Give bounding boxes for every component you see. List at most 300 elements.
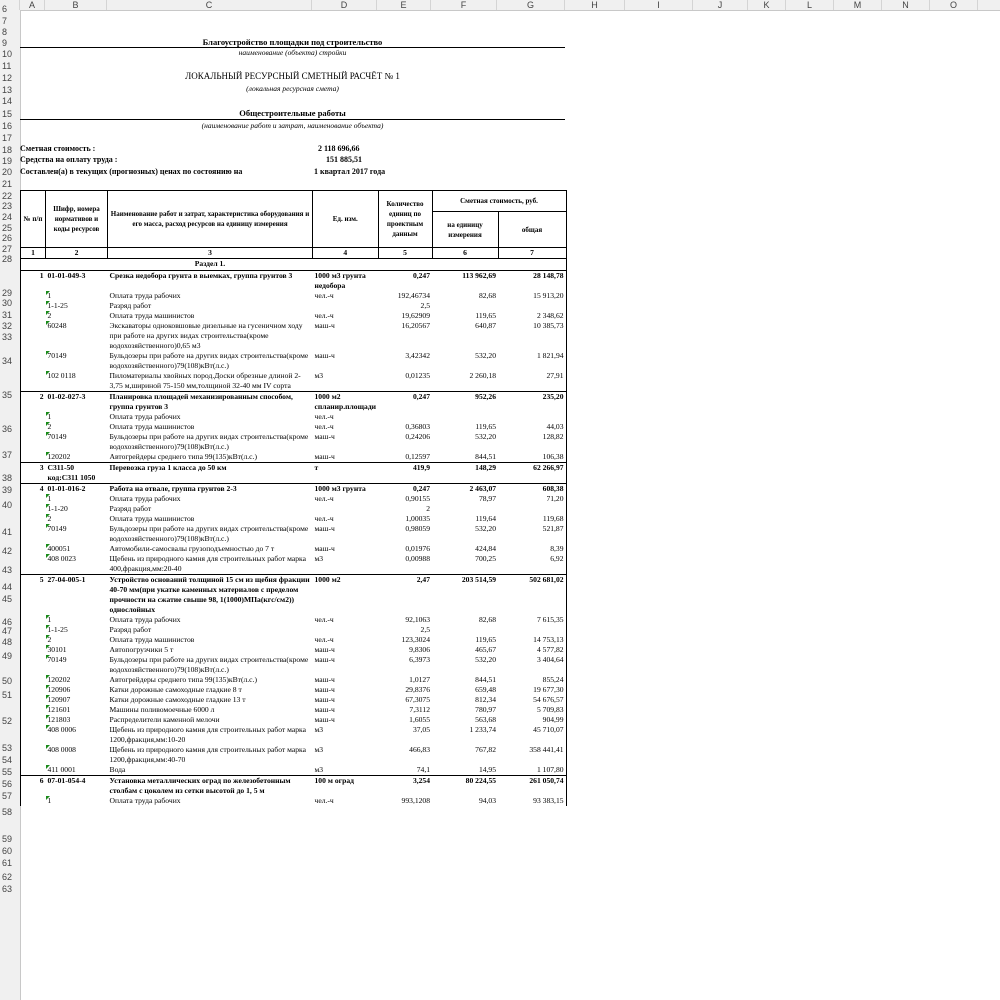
item-code[interactable]: 408 0006	[46, 725, 108, 745]
item-number[interactable]	[21, 544, 46, 554]
item-unit-price[interactable]	[432, 301, 498, 311]
item-name[interactable]: Катки дорожные самоходные гладкие 8 т	[109, 685, 242, 694]
item-unit-price[interactable]: 424,84	[475, 544, 497, 553]
item-name[interactable]: Работа на отвале, группа грунтов 2-3	[108, 484, 313, 495]
item-code[interactable]: 102 0118	[46, 371, 108, 392]
column-header-i[interactable]: I	[625, 0, 693, 10]
item-number[interactable]	[21, 725, 46, 745]
item-name[interactable]: Пиломатериалы хвойных пород.Доски обрезные длиной 2-3,75 м,шириной 75-150 мм,толщиной 32-40 мм IV сорта	[109, 371, 301, 390]
item-total[interactable]: 45 710,07	[498, 725, 566, 745]
row-header[interactable]: 6	[2, 4, 8, 14]
row-header[interactable]: 45	[2, 594, 13, 604]
item-qty[interactable]: 192,46734	[397, 291, 431, 300]
item-name[interactable]: Вода	[109, 765, 126, 774]
item-code[interactable]: 120202	[46, 675, 108, 685]
item-total[interactable]: 62 266,97	[498, 463, 566, 484]
item-code[interactable]: 1-1-25	[46, 301, 108, 311]
item-unit-price[interactable]: 82,68	[478, 291, 497, 300]
item-unit[interactable]: маш-ч	[314, 544, 335, 553]
item-name[interactable]: Оплата труда машинистов	[109, 422, 195, 431]
item-unit[interactable]: 1000 м2 спланир.площади	[314, 392, 377, 411]
item-number[interactable]	[21, 494, 46, 504]
col-number[interactable]: 5	[378, 248, 432, 259]
item-number[interactable]	[21, 504, 46, 514]
item-name[interactable]: Разряд работ	[109, 301, 152, 310]
item-qty[interactable]: 993,1208	[401, 796, 431, 805]
item-unit-price[interactable]: 952,26	[432, 392, 498, 413]
item-name[interactable]: Экскаваторы одноковшовые дизельные на гусеничном ходу при работе на других видах строительства(кроме водохозяйственного)0,65 м3	[109, 321, 303, 350]
item-total[interactable]: 71,20	[498, 494, 566, 504]
column-header-g[interactable]: G	[497, 0, 565, 10]
column-header-h[interactable]: H	[565, 0, 625, 10]
item-total[interactable]: 1 821,94	[498, 351, 566, 371]
item-name[interactable]: Планировка площадей механизированным способом, группа грунтов 3	[108, 392, 313, 413]
item-unit[interactable]: чел.-ч	[314, 615, 334, 624]
item-code[interactable]: 01-01-049-3	[46, 271, 108, 292]
column-header-o[interactable]: O	[930, 0, 978, 10]
cost-value[interactable]: 2 118 696,66	[318, 144, 360, 153]
row-header[interactable]: 41	[2, 527, 13, 537]
row-header[interactable]: 44	[2, 582, 13, 592]
item-name[interactable]: Щебень из природного камня для строительных работ марка 400,фракция,мм:20-40	[109, 554, 306, 573]
item-code[interactable]: 1	[46, 494, 108, 504]
item-name[interactable]: Оплата труда рабочих	[109, 494, 181, 503]
header-unit[interactable]: Ед. изм.	[313, 191, 379, 248]
row-header[interactable]: 57	[2, 791, 13, 801]
item-code[interactable]: 120202	[46, 452, 108, 463]
item-number[interactable]	[21, 301, 46, 311]
item-number[interactable]: 3	[21, 463, 46, 484]
item-qty[interactable]: 29,8376	[405, 685, 431, 694]
item-total[interactable]: 6,92	[498, 554, 566, 575]
row-header[interactable]: 23	[2, 201, 13, 211]
item-name[interactable]: Автомобили-самосвалы грузоподъемностью до 7 т	[109, 544, 275, 553]
item-total[interactable]	[498, 504, 566, 514]
item-unit[interactable]: маш-ч	[314, 675, 335, 684]
item-total[interactable]: 15 913,20	[498, 291, 566, 301]
item-unit-price[interactable]: 119,64	[475, 514, 497, 523]
col-number[interactable]: 6	[432, 248, 498, 259]
row-header[interactable]: 21	[2, 179, 13, 189]
item-name[interactable]: Бульдозеры при работе на других видах строительства(кроме водохозяйственного)79(108)кВт(л.с.)	[109, 524, 309, 543]
item-code[interactable]: 30101	[46, 645, 108, 655]
row-header[interactable]: 15	[2, 109, 13, 119]
item-unit[interactable]: чел.-ч	[314, 635, 334, 644]
item-total[interactable]: 28 148,78	[498, 271, 566, 292]
item-code[interactable]: 411 0001	[46, 765, 108, 776]
item-qty[interactable]: 16,20567	[401, 321, 431, 330]
row-header[interactable]: 59	[2, 834, 13, 844]
item-unit-price[interactable]: 119,65	[475, 422, 497, 431]
row-header[interactable]: 60	[2, 846, 13, 856]
item-name[interactable]: Оплата труда рабочих	[109, 796, 181, 805]
item-qty[interactable]: 2,5	[420, 625, 431, 634]
row-header[interactable]: 11	[2, 61, 12, 71]
estimate-caption[interactable]: (локальная ресурсная смета)	[246, 84, 339, 93]
item-unit[interactable]: чел.-ч	[314, 412, 334, 421]
item-unit-price[interactable]: 82,68	[478, 615, 497, 624]
item-code[interactable]: 70149	[46, 524, 108, 544]
item-unit[interactable]: маш-ч	[314, 685, 335, 694]
cost-label[interactable]: Сметная стоимость :	[20, 144, 96, 153]
item-total[interactable]: 358 441,41	[498, 745, 566, 765]
item-qty[interactable]: 7,3112	[409, 705, 431, 714]
item-unit-price[interactable]: 2 260,18	[469, 371, 497, 380]
row-header[interactable]: 7	[2, 16, 8, 26]
item-qty[interactable]: 1,0127	[409, 675, 431, 684]
row-header[interactable]: 13	[2, 85, 13, 95]
item-unit-price[interactable]: 14,95	[478, 765, 497, 774]
item-code[interactable]: 120906	[46, 685, 108, 695]
item-qty[interactable]: 0,247	[378, 484, 432, 495]
row-header[interactable]: 22	[2, 191, 13, 201]
item-number[interactable]	[21, 765, 46, 776]
row-header[interactable]: 52	[2, 716, 13, 726]
item-qty[interactable]: 0,36803	[405, 422, 431, 431]
row-header[interactable]: 55	[2, 767, 13, 777]
col-number[interactable]: 4	[313, 248, 379, 259]
row-header[interactable]: 51	[2, 690, 13, 700]
item-total[interactable]	[498, 412, 566, 422]
item-number[interactable]	[21, 554, 46, 575]
item-qty[interactable]: 0,98059	[405, 524, 431, 533]
row-header[interactable]: 14	[2, 96, 13, 106]
item-code[interactable]: 70149	[46, 655, 108, 675]
item-qty[interactable]: 0,12597	[405, 452, 431, 461]
item-number[interactable]	[21, 412, 46, 422]
item-unit-price[interactable]: 844,51	[475, 675, 497, 684]
item-qty[interactable]: 0,90155	[405, 494, 431, 503]
works-name[interactable]: Общестроительные работы	[239, 108, 346, 118]
section-title[interactable]: Раздел 1.	[194, 259, 226, 268]
spreadsheet-grid[interactable]	[20, 10, 1000, 1000]
row-header[interactable]: 50	[2, 676, 13, 686]
row-header[interactable]: 18	[2, 145, 13, 155]
item-number[interactable]	[21, 321, 46, 351]
item-qty[interactable]: 123,3024	[401, 635, 431, 644]
item-code[interactable]: С311-50 код:С311 1050	[46, 463, 108, 484]
labor-value[interactable]: 151 885,51	[326, 155, 362, 164]
header-qty[interactable]: Количество единиц по проектным данным	[378, 191, 432, 248]
item-number[interactable]	[21, 655, 46, 675]
item-name[interactable]: Оплата труда машинистов	[109, 514, 195, 523]
item-total[interactable]	[498, 301, 566, 311]
row-header[interactable]: 63	[2, 884, 13, 894]
col-number[interactable]: 3	[108, 248, 313, 259]
item-code[interactable]: 07-01-054-4	[46, 776, 108, 797]
item-unit-price[interactable]: 203 514,59	[432, 575, 498, 616]
column-header-k[interactable]: K	[748, 0, 786, 10]
item-total[interactable]: 2 348,62	[498, 311, 566, 321]
item-unit-price[interactable]	[432, 412, 498, 422]
item-qty[interactable]: 67,3075	[405, 695, 431, 704]
labor-label[interactable]: Средства на оплату труда :	[20, 155, 118, 164]
prices-label[interactable]: Составлен(а) в текущих (прогнозных) ценах по состоянию на	[20, 167, 243, 176]
item-qty[interactable]: 0,24206	[405, 432, 431, 441]
row-header[interactable]: 42	[2, 546, 13, 556]
item-unit[interactable]: чел.-ч	[314, 514, 334, 523]
item-code[interactable]: 2	[46, 635, 108, 645]
row-header[interactable]: 20	[2, 167, 13, 177]
item-unit[interactable]: маш-ч	[314, 452, 335, 461]
item-unit[interactable]	[313, 625, 379, 635]
item-total[interactable]: 27,91	[498, 371, 566, 392]
item-qty[interactable]: 419,9	[378, 463, 432, 484]
item-qty[interactable]: 2,47	[378, 575, 432, 616]
item-qty[interactable]: 2	[426, 504, 431, 513]
row-header[interactable]: 26	[2, 233, 13, 243]
item-unit[interactable]: чел.-ч	[314, 494, 334, 503]
item-name[interactable]: Автогрейдеры среднего типа 99(135)кВт(л.с.)	[109, 452, 257, 461]
item-unit-price[interactable]: 780,97	[475, 705, 497, 714]
item-qty[interactable]: 3,254	[378, 776, 432, 797]
item-total[interactable]: 521,87	[498, 524, 566, 544]
item-name[interactable]: Оплата труда рабочих	[109, 615, 181, 624]
item-unit[interactable]: чел.-ч	[314, 291, 334, 300]
item-unit[interactable]: м3	[314, 371, 324, 380]
row-header[interactable]: 29	[2, 288, 13, 298]
column-header-l[interactable]: L	[786, 0, 834, 10]
item-total[interactable]: 128,82	[498, 432, 566, 452]
estimate-title[interactable]: ЛОКАЛЬНЫЙ РЕСУРСНЫЙ СМЕТНЫЙ РАСЧЁТ № 1	[185, 71, 400, 81]
item-unit-price[interactable]: 532,20	[475, 655, 497, 664]
item-code[interactable]: 121601	[46, 705, 108, 715]
item-number[interactable]: 5	[21, 575, 46, 616]
column-header-d[interactable]: D	[312, 0, 377, 10]
item-unit[interactable]: чел.-ч	[314, 311, 334, 320]
item-number[interactable]: 4	[21, 484, 46, 495]
column-header-a[interactable]: A	[20, 0, 45, 10]
row-header[interactable]: 47	[2, 626, 13, 636]
item-name[interactable]: Бульдозеры при работе на других видах строительства(кроме водохозяйственного)79(108)кВт(л.с.)	[109, 351, 309, 370]
item-number[interactable]	[21, 514, 46, 524]
item-qty[interactable]: 37,05	[412, 725, 431, 734]
column-header-j[interactable]: J	[693, 0, 748, 10]
item-number[interactable]	[21, 715, 46, 725]
item-total[interactable]: 608,38	[498, 484, 566, 495]
item-unit[interactable]: маш-ч	[314, 655, 335, 664]
col-number[interactable]: 1	[21, 248, 46, 259]
item-unit-price[interactable]: 113 962,69	[432, 271, 498, 292]
item-unit-price[interactable]: 80 224,55	[432, 776, 498, 797]
item-code[interactable]: 2	[46, 422, 108, 432]
column-header-e[interactable]: E	[377, 0, 431, 10]
item-qty[interactable]: 0,247	[378, 271, 432, 292]
item-unit-price[interactable]: 119,65	[475, 311, 497, 320]
item-unit[interactable]: 1000 м2	[313, 575, 379, 616]
item-number[interactable]	[21, 615, 46, 625]
item-unit[interactable]: 1000 м3 грунта недобора	[313, 271, 379, 292]
item-number[interactable]: 2	[21, 392, 46, 413]
works-caption[interactable]: (наименование работ и затрат, наименование объекта)	[201, 121, 384, 130]
row-header[interactable]: 46	[2, 617, 13, 627]
prices-value[interactable]: 1 квартал 2017 года	[314, 167, 386, 176]
col-number[interactable]: 2	[46, 248, 108, 259]
item-unit[interactable]: маш-ч	[314, 432, 335, 441]
item-unit-price[interactable]: 148,29	[432, 463, 498, 484]
item-unit[interactable]: т	[313, 463, 379, 484]
item-code[interactable]: 27-04-005-1	[46, 575, 108, 616]
item-name[interactable]: Бульдозеры при работе на других видах строительства(кроме водохозяйственного)79(108)кВт(л.с.)	[109, 655, 309, 674]
item-total[interactable]: 5 709,83	[498, 705, 566, 715]
item-code[interactable]: 408 0008	[46, 745, 108, 765]
item-total[interactable]: 855,24	[498, 675, 566, 685]
object-caption[interactable]: наименование (объекта) стройки	[238, 48, 347, 57]
item-unit[interactable]: чел.-ч	[314, 422, 334, 431]
item-total[interactable]: 119,68	[498, 514, 566, 524]
item-total[interactable]	[498, 625, 566, 635]
item-unit[interactable]: маш-ч	[314, 645, 335, 654]
row-header[interactable]: 39	[2, 485, 13, 495]
row-header[interactable]: 30	[2, 298, 13, 308]
header-cost-total[interactable]: общая	[498, 212, 566, 248]
item-number[interactable]	[21, 422, 46, 432]
item-total[interactable]: 93 383,15	[498, 796, 566, 806]
row-header[interactable]: 37	[2, 450, 13, 460]
row-header[interactable]: 38	[2, 473, 13, 483]
item-number[interactable]	[21, 311, 46, 321]
item-name[interactable]: Оплата труда машинистов	[109, 311, 195, 320]
header-num[interactable]: № п/п	[21, 191, 46, 248]
item-unit-price[interactable]: 812,34	[475, 695, 497, 704]
item-number[interactable]	[21, 371, 46, 392]
item-number[interactable]	[21, 625, 46, 635]
item-code[interactable]: 70149	[46, 351, 108, 371]
row-header[interactable]: 36	[2, 424, 13, 434]
row-header[interactable]: 54	[2, 755, 13, 765]
row-header[interactable]: 8	[2, 27, 8, 37]
item-code[interactable]: 2	[46, 311, 108, 321]
item-qty[interactable]: 0,00988	[405, 554, 431, 563]
item-code[interactable]: 60248	[46, 321, 108, 351]
item-total[interactable]: 3 404,64	[498, 655, 566, 675]
item-name[interactable]: Перевозка груза 1 класса до 50 км	[108, 463, 313, 484]
item-qty[interactable]: 2,5	[420, 301, 431, 310]
item-qty[interactable]: 0,01235	[405, 371, 431, 380]
item-total[interactable]: 7 615,35	[498, 615, 566, 625]
item-unit-price[interactable]: 659,48	[475, 685, 497, 694]
item-total[interactable]: 1 107,80	[498, 765, 566, 776]
item-total[interactable]: 4 577,82	[498, 645, 566, 655]
item-unit[interactable]: м3	[314, 765, 324, 774]
item-qty[interactable]: 74,1	[416, 765, 431, 774]
row-header[interactable]: 62	[2, 872, 13, 882]
item-total[interactable]: 14 753,13	[498, 635, 566, 645]
item-qty[interactable]	[378, 412, 432, 422]
item-unit[interactable]: маш-ч	[314, 524, 335, 533]
item-qty[interactable]: 0,247	[378, 392, 432, 413]
item-unit-price[interactable]: 532,20	[475, 432, 497, 441]
item-qty[interactable]: 0,01976	[405, 544, 431, 553]
item-unit[interactable]: 1000 м3 грунта	[313, 484, 379, 495]
row-header[interactable]: 58	[2, 807, 13, 817]
column-header-c[interactable]: C	[107, 0, 312, 10]
item-name[interactable]: Щебень из природного камня для строительных работ марка 1200,фракция,мм:10-20	[109, 725, 306, 744]
item-qty[interactable]: 9,8306	[409, 645, 431, 654]
item-total[interactable]: 54 676,57	[498, 695, 566, 705]
item-unit-price[interactable]: 94,03	[478, 796, 497, 805]
item-name[interactable]: Распределители каменной мелочи	[109, 715, 220, 724]
item-unit-price[interactable]	[432, 504, 498, 514]
item-code[interactable]: 01-02-027-3	[46, 392, 108, 413]
row-header[interactable]: 17	[2, 133, 13, 143]
item-total[interactable]: 8,39	[498, 544, 566, 554]
item-code[interactable]: 400051	[46, 544, 108, 554]
item-code[interactable]: 121803	[46, 715, 108, 725]
item-name[interactable]: Установка металлических оград по железобетонным столбам с цоколем из сетки высотой до 1, 5 м	[108, 776, 313, 797]
item-unit-price[interactable]: 844,51	[475, 452, 497, 461]
item-unit-price[interactable]: 532,20	[475, 351, 497, 360]
item-number[interactable]	[21, 695, 46, 705]
item-unit-price[interactable]: 532,20	[475, 524, 497, 533]
header-cost-unit[interactable]: на единицу измерения	[432, 212, 498, 248]
item-name[interactable]: Разряд работ	[109, 504, 152, 513]
item-qty[interactable]: 92,1063	[405, 615, 431, 624]
item-name[interactable]: Катки дорожные самоходные гладкие 13 т	[109, 695, 246, 704]
item-code[interactable]: 1-1-20	[46, 504, 108, 514]
item-code[interactable]: 1	[46, 291, 108, 301]
item-total[interactable]: 19 677,30	[498, 685, 566, 695]
item-name[interactable]: Бульдозеры при работе на других видах строительства(кроме водохозяйственного)79(108)кВт(л.с.)	[109, 432, 309, 451]
item-total[interactable]: 261 050,74	[498, 776, 566, 797]
item-name[interactable]: Оплата труда рабочих	[109, 412, 181, 421]
column-header-m[interactable]: M	[834, 0, 882, 10]
item-code[interactable]: 01-01-016-2	[46, 484, 108, 495]
item-name[interactable]: Щебень из природного камня для строительных работ марка 1200,фракция,мм:40-70	[109, 745, 306, 764]
item-code[interactable]: 408 0023	[46, 554, 108, 575]
item-name[interactable]: Оплата труда рабочих	[109, 291, 181, 300]
row-header[interactable]: 19	[2, 156, 13, 166]
item-name[interactable]: Разряд работ	[109, 625, 152, 634]
item-unit[interactable]: маш-ч	[314, 695, 335, 704]
row-header[interactable]: 40	[2, 500, 13, 510]
item-unit-price[interactable]: 640,87	[475, 321, 497, 330]
item-number[interactable]	[21, 432, 46, 452]
item-unit-price[interactable]	[432, 625, 498, 635]
item-name[interactable]: Автопогрузчики 5 т	[109, 645, 174, 654]
item-number[interactable]	[21, 645, 46, 655]
item-code[interactable]: 1	[46, 412, 108, 422]
item-code[interactable]: 1-1-25	[46, 625, 108, 635]
item-code[interactable]: 1	[46, 615, 108, 625]
header-code[interactable]: Шифр, номера нормативов и коды ресурсов	[46, 191, 108, 248]
row-header[interactable]: 16	[2, 121, 13, 131]
row-header[interactable]: 24	[2, 212, 13, 222]
item-unit-price[interactable]: 563,68	[475, 715, 497, 724]
header-cost[interactable]: Сметная стоимость, руб.	[432, 191, 566, 212]
row-header[interactable]: 53	[2, 743, 13, 753]
row-header[interactable]: 34	[2, 356, 13, 366]
row-header[interactable]: 61	[2, 858, 13, 868]
item-unit-price[interactable]: 767,82	[475, 745, 497, 754]
item-name[interactable]: Оплата труда машинистов	[109, 635, 195, 644]
col-number[interactable]: 7	[498, 248, 566, 259]
item-total[interactable]: 502 681,02	[498, 575, 566, 616]
row-header[interactable]: 27	[2, 244, 13, 254]
item-number[interactable]	[21, 745, 46, 765]
column-header-f[interactable]: F	[431, 0, 497, 10]
object-name[interactable]: Благоустройство площадки под строительство	[202, 37, 383, 47]
column-header-b[interactable]: B	[45, 0, 107, 10]
row-header[interactable]: 33	[2, 332, 13, 342]
item-unit[interactable]: чел.-ч	[314, 796, 334, 805]
item-unit-price[interactable]: 465,67	[475, 645, 497, 654]
item-number[interactable]	[21, 452, 46, 463]
item-total[interactable]: 106,38	[498, 452, 566, 463]
item-unit[interactable]: м3	[314, 554, 324, 563]
row-header[interactable]: 49	[2, 651, 13, 661]
item-number[interactable]	[21, 635, 46, 645]
